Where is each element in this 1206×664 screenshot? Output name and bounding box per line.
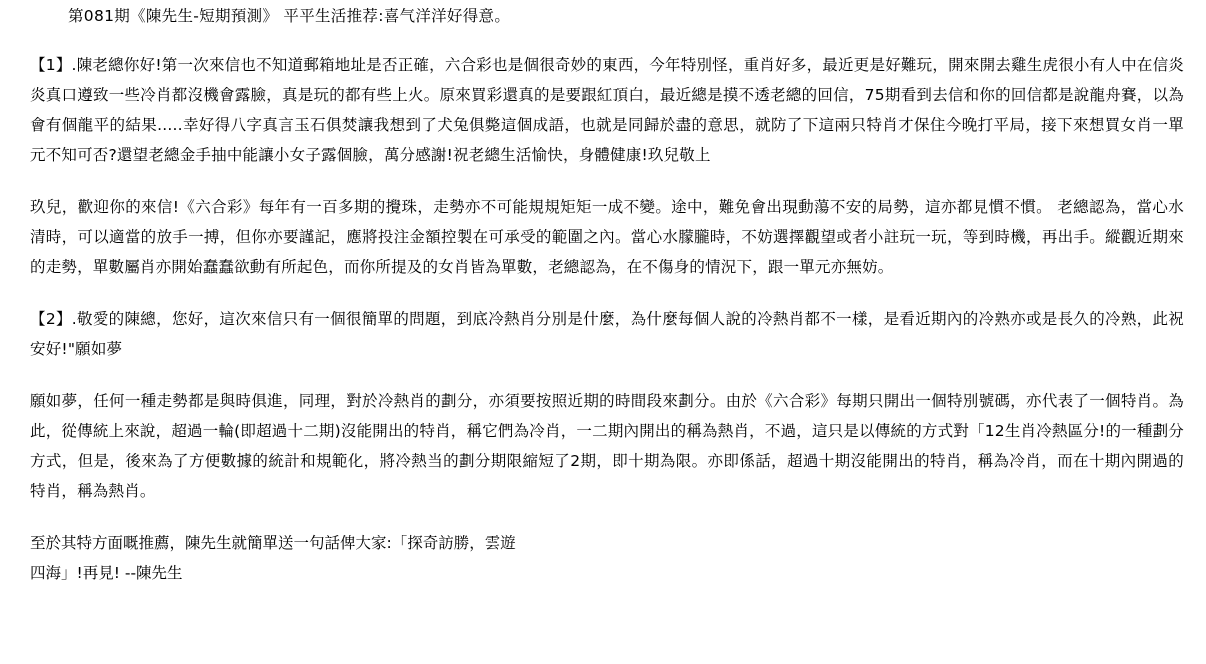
closing-line-2: 四海」!再見! --陳先生 <box>30 564 183 582</box>
closing-remark <box>0 528 1206 588</box>
paragraph-answer-2: 願如夢，任何一種走勢都是與時俱進，同理，對於冷熱肖的劃分，亦須要按照近期的時間段來劃分。由於《六合彩》每期只開出一個特別號碼，亦代表了一個特肖。為此，從傳統上來說，超過一輪(即超過十二期)沒能開出的特肖，稱它們為冷肖，一二期內開出的稱為熱肖，不過，這只是以傳統的方式對「12生肖冷熱區分!的一種劃分方式，但是，後來為了方便數據的統計和規範化，將冷熱当的劃分期限縮短了2期，即十期為限。亦即係話，超過十期沒能開出的特肖，稱為冷肖，而在十期內開過的特肖，稱為熱肖。 <box>30 392 1184 500</box>
closing-line-1: 至於其特方面嘅推薦，陳先生就簡單送一句話俾大家:「探奇訪勝，雲遊 <box>30 534 516 552</box>
paragraph-answer-1: 玖兒，歡迎你的來信!《六合彩》每年有一百多期的攪珠，走勢亦不可能規規矩矩一成不變。途中，難免會出現動蕩不安的局勢，這亦都見慣不慣。 老總認為，當心水清時，可以適當的放手一搏，但你亦要謹記，應將投注金額控製在可承受的範圍之內。當心水朦朧時，不妨選擇觀望或者小註玩一玩，等到時機，再出手。縱觀近期來的走勢，單數屬肖亦開始蠢蠢欲動有所起色，而你所提及的女肖皆為單數，老總認為，在不傷身的情況下，跟一單元亦無妨。 <box>30 198 1184 276</box>
paragraph-question-2: 【2】.敬愛的陳總，您好，這次來信只有一個很簡單的問題，到底冷熱肖分別是什麼，為什麼每個人說的冷熱肖都不一樣，是看近期內的冷熟亦或是長久的冷熟，此祝安好!"願如夢 <box>30 310 1184 358</box>
document-title: 第081期《陳先生-短期預測》 平平生活推荐:喜气洋洋好得意。 <box>68 7 511 25</box>
paragraph-question-1: 【1】.陳老總你好!第一次來信也不知道郵箱地址是否正確，六合彩也是個很奇妙的東西，今年特別怪，重肖好多，最近更是好難玩，開來開去雞生虎很小有人中在信炎炎真口遵致一些冷肖都沒機會露臉，真是玩的都有些上火。原來買彩還真的是要跟紅頂白，最近總是摸不透老總的回信，75期看到去信和你的回信都是說龍舟賽，以為會有個龍平的結果.....幸好得八字真言玉石俱焚讓我想到了犬兔俱斃這個成語，也就是同歸於盡的意思，就防了下這兩只特肖才保住今晚打平局，接下來想買女肖一單元不知可否?還望老總金手抽中能讓小女子露個臉，萬分感謝!祝老總生活愉快，身體健康!玖兒敬上 <box>30 56 1184 164</box>
